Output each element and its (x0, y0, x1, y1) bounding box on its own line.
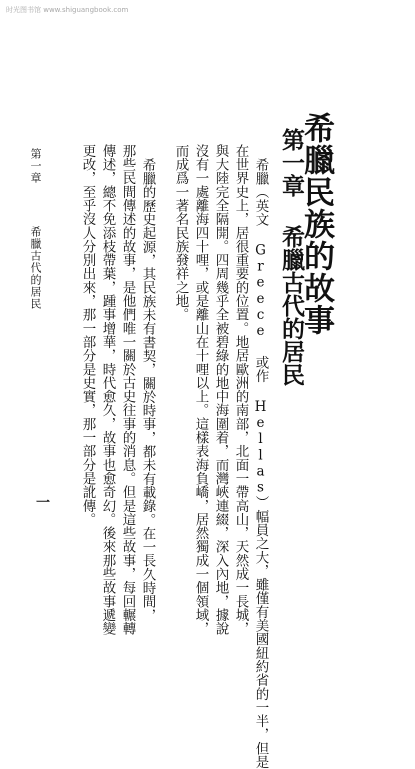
paragraph-1-line-3: 與大陸完全隔開。四周幾乎全被碧綠的地中海圍着，而灣峽連綴，深入內地，據說 (212, 144, 229, 636)
paragraph-1-line-1: 希臘（英文 Greece 或作 Hellas）幅員之大，雖僅有美國紐約省的一半，但是 (252, 158, 269, 769)
footer-chapter: 第一章 (29, 148, 42, 184)
paragraph-1-line-4: 沒有一處離海四十哩，或是離山在十哩以上。這樣表海負嶠，居然獨成一個領域， (192, 144, 209, 636)
chapter-heading (280, 128, 303, 386)
watermark: 时光图书馆 www.shiguangbook.com (6, 6, 129, 14)
footer-title: 希臘古代的居民 (29, 226, 42, 310)
chapter-title: 希臘古代的居民 (278, 225, 305, 386)
paragraph-2-line-1: 希臘的歷史起源，其民族未有書契，關於時事，都未有載錄。在一長久時間， (139, 158, 156, 623)
paragraph-1-line-2: 在世界史上，居很重要的位置。地居歐洲的南部，北面一帶高山，天然成一長城， (232, 144, 249, 636)
paragraph-2-line-4: 更改，至乎沒人分別出來，那一部分是史實，那一部分是訛傳。 (79, 144, 96, 527)
paragraph-2-line-2: 那些民間傳述的故事，是他們唯一關於古史往事的消息。但是這些故事，每回輾轉 (119, 144, 136, 636)
paragraph-2-line-3: 傳述，總不免添枝帶葉，踵事增華，時代愈久，故事也愈奇幻。後來那些故事遞變 (99, 144, 116, 636)
page-number: 一 (34, 495, 50, 509)
book-title: 希臘民族的故事 (298, 112, 334, 336)
running-footer (30, 148, 41, 310)
chapter-number: 第一章 (278, 128, 305, 197)
paragraph-1-line-5: 而成爲一著名民族發祥之地。 (172, 144, 189, 322)
